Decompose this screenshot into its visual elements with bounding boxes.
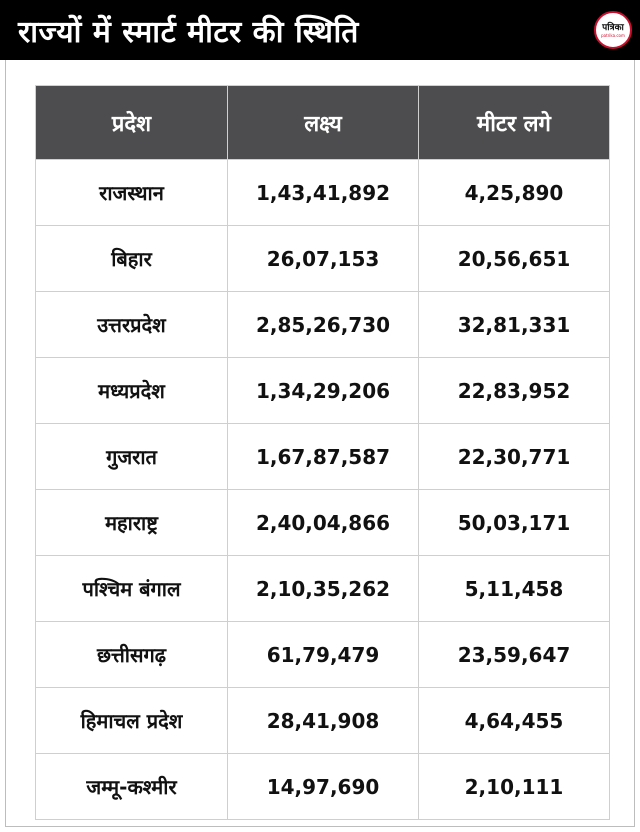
state-cell: हिमाचल प्रदेश — [36, 688, 228, 754]
smart-meter-table — [35, 85, 610, 820]
table-row — [36, 688, 610, 754]
logo-text: पत्रिका — [602, 22, 624, 33]
state-cell: राजस्थान — [36, 160, 228, 226]
target-cell: 1,34,29,206 — [228, 358, 419, 424]
table-row — [36, 754, 610, 820]
installed-cell: 2,10,111 — [419, 754, 610, 820]
target-cell: 2,85,26,730 — [228, 292, 419, 358]
state-cell: महाराष्ट्र — [36, 490, 228, 556]
target-cell: 2,10,35,262 — [228, 556, 419, 622]
state-cell: बिहार — [36, 226, 228, 292]
table-row — [36, 358, 610, 424]
target-cell: 2,40,04,866 — [228, 490, 419, 556]
installed-cell: 4,25,890 — [419, 160, 610, 226]
column-header-state: प्रदेश — [36, 86, 228, 160]
table-row — [36, 160, 610, 226]
logo-subtext: patrika.com — [601, 32, 625, 38]
target-cell: 1,43,41,892 — [228, 160, 419, 226]
state-cell: गुजरात — [36, 424, 228, 490]
table-row — [36, 622, 610, 688]
target-cell: 61,79,479 — [228, 622, 419, 688]
header-bar — [0, 0, 640, 60]
table-row — [36, 424, 610, 490]
installed-cell: 32,81,331 — [419, 292, 610, 358]
table-row — [36, 556, 610, 622]
target-cell: 1,67,87,587 — [228, 424, 419, 490]
target-cell: 14,97,690 — [228, 754, 419, 820]
state-cell: जम्मू-कश्मीर — [36, 754, 228, 820]
column-header-target: लक्ष्य — [228, 86, 419, 160]
installed-cell: 4,64,455 — [419, 688, 610, 754]
page-title: राज्यों में स्मार्ट मीटर की स्थिति — [18, 14, 359, 50]
table-header-row — [36, 86, 610, 160]
installed-cell: 20,56,651 — [419, 226, 610, 292]
target-cell: 28,41,908 — [228, 688, 419, 754]
installed-cell: 50,03,171 — [419, 490, 610, 556]
target-cell: 26,07,153 — [228, 226, 419, 292]
table-row — [36, 292, 610, 358]
state-cell: मध्यप्रदेश — [36, 358, 228, 424]
state-cell: छत्तीसगढ़ — [36, 622, 228, 688]
patrika-logo — [594, 11, 632, 49]
state-cell: उत्तरप्रदेश — [36, 292, 228, 358]
state-cell: पश्चिम बंगाल — [36, 556, 228, 622]
installed-cell: 23,59,647 — [419, 622, 610, 688]
table-row — [36, 226, 610, 292]
installed-cell: 5,11,458 — [419, 556, 610, 622]
column-header-installed: मीटर लगे — [419, 86, 610, 160]
installed-cell: 22,30,771 — [419, 424, 610, 490]
installed-cell: 22,83,952 — [419, 358, 610, 424]
table-row — [36, 490, 610, 556]
